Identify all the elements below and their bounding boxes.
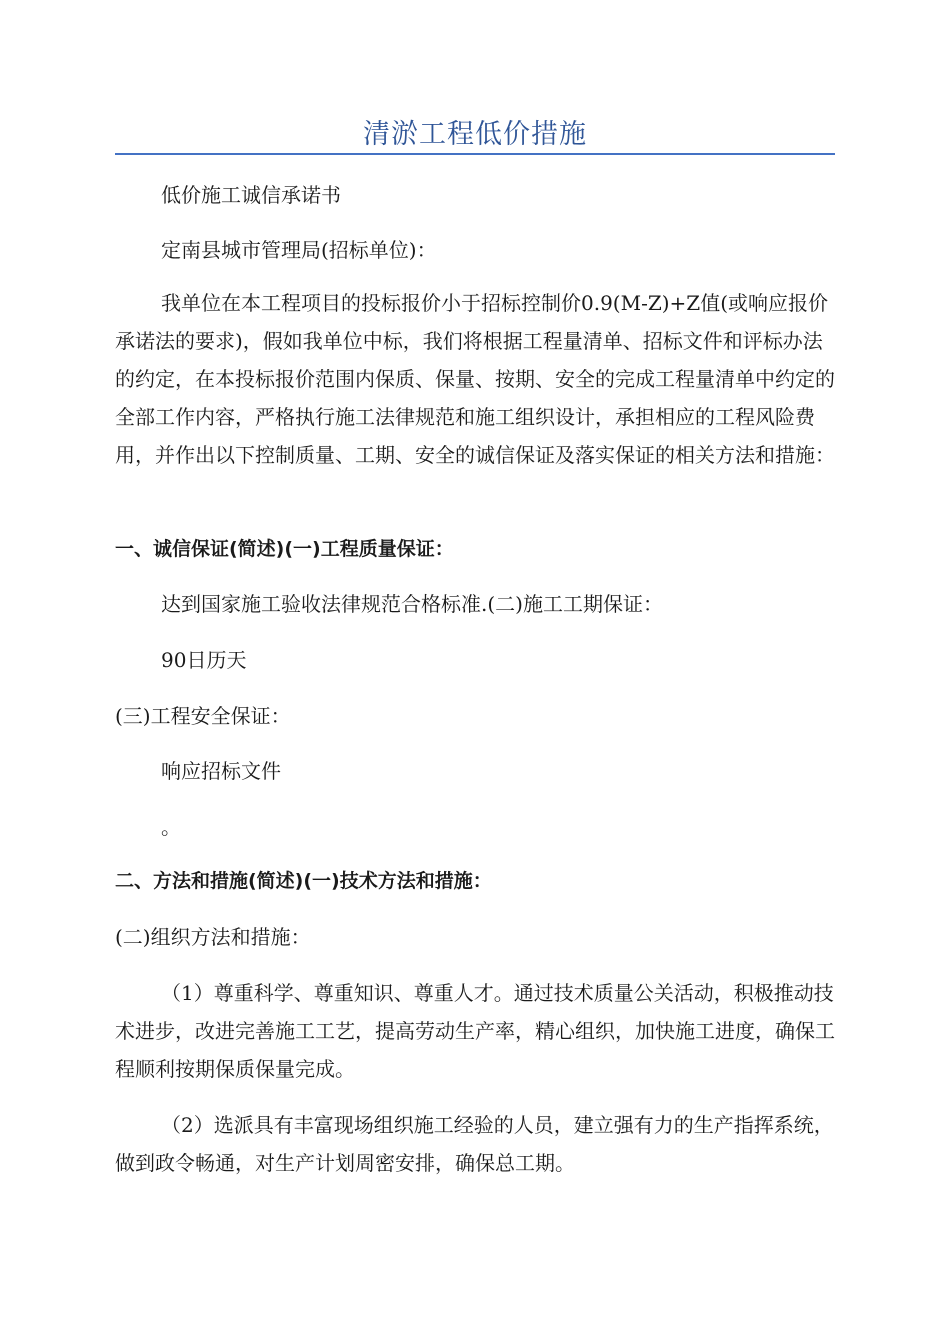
section2-heading: 二、方法和措施(简述)(一)技术方法和措施：	[115, 870, 492, 892]
quality-text: 达到国家施工验收法律规范合格标准.(二)施工工期保证：	[161, 592, 663, 616]
period-mark: 。	[161, 815, 181, 839]
letter-heading: 低价施工诚信承诺书	[161, 183, 341, 207]
safety-text: 响应招标文件	[161, 759, 281, 783]
measure-item-2: （2）选派具有丰富现场组织施工经验的人员，建立强有力的生产指挥系统，做到政令畅通，对生产计划周密安排，确保总工期。	[115, 1113, 834, 1175]
section1-heading: 一、诚信保证(简述)(一)工程质量保证：	[115, 538, 454, 560]
safety-heading: (三)工程安全保证：	[115, 704, 291, 728]
intro-paragraph: 我单位在本工程项目的投标报价小于招标控制价0.9(M-Z)+Z值(或响应报价承诺法的要求)，假如我单位中标，我们将根据工程量清单、招标文件和评标办法的约定，在本投标报价范围内保质、保量、按期、安全的完成工程量清单中约定的全部工作内容，严格执行施工法律规范和施工组织设计，承担相应的工程风险费用，并作出以下控制质量、工期、安全的诚信保证及落实保证的相关方法和措施：	[115, 291, 835, 467]
document-title: 清淤工程低价措施	[363, 119, 587, 150]
title-divider	[115, 153, 835, 155]
org-heading: (二)组织方法和措施：	[115, 925, 311, 949]
addressee: 定南县城市管理局(招标单位)：	[161, 238, 437, 262]
measure-item-1: （1）尊重科学、尊重知识、尊重人才。通过技术质量公关活动，积极推动技术进步，改进完善施工工艺，提高劳动生产率，精心组织，加快施工进度，确保工程顺利按期保质保量完成。	[115, 981, 835, 1081]
period-text: 90日历天	[161, 648, 247, 672]
